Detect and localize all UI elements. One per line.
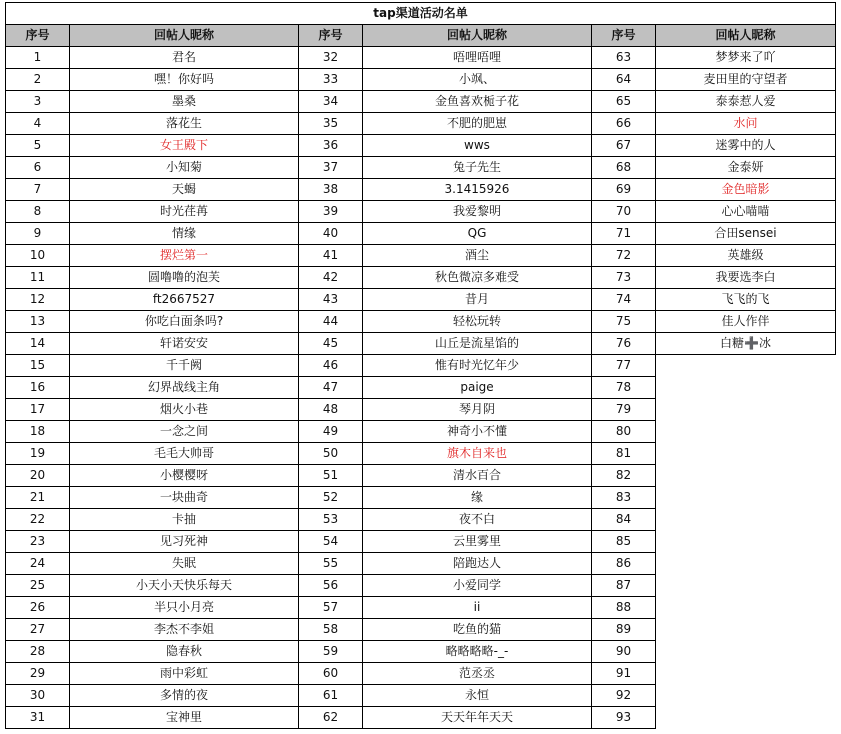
nickname-cell[interactable]	[656, 465, 836, 487]
row-number-cell[interactable]: 11	[6, 267, 70, 289]
nickname-cell[interactable]: 兔子先生	[363, 157, 592, 179]
table-body	[6, 47, 836, 729]
table-row	[6, 421, 836, 443]
nickname-cell[interactable]: 惟有时光忆年少	[363, 355, 592, 377]
nickname-cell[interactable]: 飞飞的飞	[656, 289, 836, 311]
row-number-cell[interactable]: 60	[299, 663, 363, 685]
nickname-cell[interactable]	[656, 597, 836, 619]
nickname-cell[interactable]: 昔月	[363, 289, 592, 311]
row-number-cell[interactable]: 56	[299, 575, 363, 597]
table-row	[6, 641, 836, 663]
table-row	[6, 201, 836, 223]
nickname-cell[interactable]: 我爱黎明	[363, 201, 592, 223]
nickname-cell[interactable]: 迷雾中的人	[656, 135, 836, 157]
nickname-cell[interactable]: 轻松玩转	[363, 311, 592, 333]
row-number-cell[interactable]: 39	[299, 201, 363, 223]
row-number-cell[interactable]: 61	[299, 685, 363, 707]
nickname-cell[interactable]: 一念之间	[70, 421, 299, 443]
nickname-cell[interactable]	[656, 619, 836, 641]
header-name-3[interactable]: 回帖人昵称	[656, 25, 836, 47]
row-number-cell[interactable]: 65	[592, 91, 656, 113]
row-number-cell[interactable]: 45	[299, 333, 363, 355]
nickname-cell[interactable]: 麦田里的守望者	[656, 69, 836, 91]
nickname-cell[interactable]: 陪跑达人	[363, 553, 592, 575]
row-number-cell[interactable]: 2	[6, 69, 70, 91]
row-number-cell[interactable]: 33	[299, 69, 363, 91]
nickname-cell[interactable]: 雨中彩虹	[70, 663, 299, 685]
row-number-cell[interactable]: 10	[6, 245, 70, 267]
nickname-cell[interactable]: 吃鱼的猫	[363, 619, 592, 641]
row-number-cell[interactable]: 71	[592, 223, 656, 245]
nickname-cell[interactable]	[656, 399, 836, 421]
nickname-cell[interactable]	[656, 355, 836, 377]
table-row	[6, 47, 836, 69]
table-row	[6, 223, 836, 245]
nickname-cell[interactable]: 白糖➕冰	[656, 333, 836, 355]
nickname-cell[interactable]: 酒尘	[363, 245, 592, 267]
row-number-cell[interactable]: 46	[299, 355, 363, 377]
table-row	[6, 487, 836, 509]
nickname-cell[interactable]: 水问	[656, 113, 836, 135]
row-number-cell[interactable]: 70	[592, 201, 656, 223]
row-number-cell[interactable]: 3	[6, 91, 70, 113]
nickname-cell[interactable]: 缘	[363, 487, 592, 509]
nickname-cell[interactable]: 你吃白面条吗?	[70, 311, 299, 333]
row-number-cell[interactable]: 30	[6, 685, 70, 707]
table-row	[6, 69, 836, 91]
nickname-cell[interactable]: 天天年年天天	[363, 707, 592, 729]
row-number-cell[interactable]: 67	[592, 135, 656, 157]
nickname-cell[interactable]: 墨桑	[70, 91, 299, 113]
nickname-cell[interactable]: 夜不白	[363, 509, 592, 531]
row-number-cell[interactable]: 29	[6, 663, 70, 685]
row-number-cell[interactable]: 55	[299, 553, 363, 575]
row-number-cell[interactable]: 18	[6, 421, 70, 443]
row-number-cell[interactable]: 81	[592, 443, 656, 465]
nickname-cell[interactable]: 金色暗影	[656, 179, 836, 201]
row-number-cell[interactable]: 35	[299, 113, 363, 135]
row-number-cell[interactable]: 68	[592, 157, 656, 179]
table-row	[6, 597, 836, 619]
nickname-cell[interactable]: 山丘是流星馅的	[363, 333, 592, 355]
nickname-cell[interactable]: paige	[363, 377, 592, 399]
table-row	[6, 465, 836, 487]
row-number-cell[interactable]: 51	[299, 465, 363, 487]
table-row	[6, 685, 836, 707]
row-number-cell[interactable]: 32	[299, 47, 363, 69]
nickname-cell[interactable]	[656, 663, 836, 685]
nickname-cell[interactable]	[656, 685, 836, 707]
row-number-cell[interactable]: 9	[6, 223, 70, 245]
nickname-cell[interactable]: 神奇小不懂	[363, 421, 592, 443]
table-row	[6, 289, 836, 311]
nickname-cell[interactable]	[656, 443, 836, 465]
nickname-cell[interactable]: 唔哩唔哩	[363, 47, 592, 69]
row-number-cell[interactable]: 90	[592, 641, 656, 663]
row-number-cell[interactable]: 77	[592, 355, 656, 377]
spreadsheet	[5, 2, 835, 729]
row-number-cell[interactable]: 64	[592, 69, 656, 91]
nickname-cell[interactable]: 琴月阴	[363, 399, 592, 421]
row-number-cell[interactable]: 31	[6, 707, 70, 729]
header-num-3[interactable]: 序号	[592, 25, 656, 47]
row-number-cell[interactable]: 50	[299, 443, 363, 465]
nickname-cell[interactable]	[656, 575, 836, 597]
nickname-cell[interactable]	[656, 421, 836, 443]
table-row	[6, 311, 836, 333]
row-number-cell[interactable]: 17	[6, 399, 70, 421]
row-number-cell[interactable]: 73	[592, 267, 656, 289]
nickname-cell[interactable]: 烟火小巷	[70, 399, 299, 421]
nickname-cell[interactable]: 梦梦来了吖	[656, 47, 836, 69]
row-number-cell[interactable]: 84	[592, 509, 656, 531]
row-number-cell[interactable]: 5	[6, 135, 70, 157]
row-number-cell[interactable]: 27	[6, 619, 70, 641]
nickname-cell[interactable]	[656, 531, 836, 553]
row-number-cell[interactable]: 25	[6, 575, 70, 597]
table-row	[6, 575, 836, 597]
header-num-1[interactable]: 序号	[6, 25, 70, 47]
nickname-cell[interactable]: wws	[363, 135, 592, 157]
row-number-cell[interactable]: 20	[6, 465, 70, 487]
row-number-cell[interactable]: 47	[299, 377, 363, 399]
row-number-cell[interactable]: 24	[6, 553, 70, 575]
row-number-cell[interactable]: 75	[592, 311, 656, 333]
table-row	[6, 707, 836, 729]
table-row	[6, 113, 836, 135]
row-number-cell[interactable]: 28	[6, 641, 70, 663]
nickname-cell[interactable]: 小飒、	[363, 69, 592, 91]
nickname-cell[interactable]: 幻界战线主角	[70, 377, 299, 399]
nickname-cell[interactable]: 李杰不李姐	[70, 619, 299, 641]
row-number-cell[interactable]: 62	[299, 707, 363, 729]
header-row	[6, 25, 836, 47]
table-row	[6, 443, 836, 465]
table-row	[6, 355, 836, 377]
nickname-cell[interactable]: 千千阙	[70, 355, 299, 377]
header-name-2[interactable]: 回帖人昵称	[363, 25, 592, 47]
row-number-cell[interactable]: 36	[299, 135, 363, 157]
nickname-cell[interactable]	[656, 377, 836, 399]
row-number-cell[interactable]: 34	[299, 91, 363, 113]
nickname-cell[interactable]: 毛毛大帅哥	[70, 443, 299, 465]
nickname-cell[interactable]: 秋色微凉多难受	[363, 267, 592, 289]
row-number-cell[interactable]: 87	[592, 575, 656, 597]
row-number-cell[interactable]: 12	[6, 289, 70, 311]
table-row	[6, 531, 836, 553]
nickname-cell[interactable]	[656, 509, 836, 531]
row-number-cell[interactable]: 82	[592, 465, 656, 487]
nickname-cell[interactable]: 宝神里	[70, 707, 299, 729]
row-number-cell[interactable]: 8	[6, 201, 70, 223]
nickname-cell[interactable]: 范丞丞	[363, 663, 592, 685]
nickname-cell[interactable]: 佳人作伴	[656, 311, 836, 333]
nickname-cell[interactable]	[656, 487, 836, 509]
nickname-cell[interactable]: 永恒	[363, 685, 592, 707]
row-number-cell[interactable]: 52	[299, 487, 363, 509]
nickname-cell[interactable]: 小知菊	[70, 157, 299, 179]
row-number-cell[interactable]: 74	[592, 289, 656, 311]
row-number-cell[interactable]: 83	[592, 487, 656, 509]
row-number-cell[interactable]: 19	[6, 443, 70, 465]
nickname-cell[interactable]: 女王殿下	[70, 135, 299, 157]
row-number-cell[interactable]: 16	[6, 377, 70, 399]
row-number-cell[interactable]: 13	[6, 311, 70, 333]
row-number-cell[interactable]: 1	[6, 47, 70, 69]
row-number-cell[interactable]: 48	[299, 399, 363, 421]
nickname-cell[interactable]	[656, 707, 836, 729]
row-number-cell[interactable]: 88	[592, 597, 656, 619]
nickname-cell[interactable]: 略略略略-_-	[363, 641, 592, 663]
row-number-cell[interactable]: 42	[299, 267, 363, 289]
nickname-cell[interactable]: 不肥的肥崽	[363, 113, 592, 135]
row-number-cell[interactable]: 58	[299, 619, 363, 641]
nickname-cell[interactable]: 失眠	[70, 553, 299, 575]
nickname-cell[interactable]: 小樱樱呀	[70, 465, 299, 487]
table-row	[6, 663, 836, 685]
table-row	[6, 245, 836, 267]
nickname-cell[interactable]: 心心喵喵	[656, 201, 836, 223]
table-row	[6, 157, 836, 179]
row-number-cell[interactable]: 59	[299, 641, 363, 663]
row-number-cell[interactable]: 54	[299, 531, 363, 553]
row-number-cell[interactable]: 7	[6, 179, 70, 201]
table-row	[6, 619, 836, 641]
nickname-cell[interactable]: 金泰妍	[656, 157, 836, 179]
row-number-cell[interactable]: 93	[592, 707, 656, 729]
nickname-cell[interactable]: ft2667527	[70, 289, 299, 311]
header-name-1[interactable]: 回帖人昵称	[70, 25, 299, 47]
row-number-cell[interactable]: 89	[592, 619, 656, 641]
row-number-cell[interactable]: 40	[299, 223, 363, 245]
nickname-cell[interactable]: 圆噜噜的泡芙	[70, 267, 299, 289]
row-number-cell[interactable]: 76	[592, 333, 656, 355]
row-number-cell[interactable]: 63	[592, 47, 656, 69]
nickname-cell[interactable]: 金鱼喜欢栀子花	[363, 91, 592, 113]
row-number-cell[interactable]: 21	[6, 487, 70, 509]
nickname-cell[interactable]: 旗木自来也	[363, 443, 592, 465]
sheet-title[interactable]: tap渠道活动名单	[6, 3, 836, 25]
table-row	[6, 91, 836, 113]
row-number-cell[interactable]: 43	[299, 289, 363, 311]
row-number-cell[interactable]: 86	[592, 553, 656, 575]
table-row	[6, 399, 836, 421]
nickname-cell[interactable]: 3.1415926	[363, 179, 592, 201]
nickname-cell[interactable]: 时光荏苒	[70, 201, 299, 223]
row-number-cell[interactable]: 15	[6, 355, 70, 377]
nickname-cell[interactable]: 天蝎	[70, 179, 299, 201]
nickname-cell[interactable]: 卡抽	[70, 509, 299, 531]
table-row	[6, 377, 836, 399]
nickname-cell[interactable]: 合田sensei	[656, 223, 836, 245]
row-number-cell[interactable]: 57	[299, 597, 363, 619]
row-number-cell[interactable]: 14	[6, 333, 70, 355]
row-number-cell[interactable]: 4	[6, 113, 70, 135]
row-number-cell[interactable]: 53	[299, 509, 363, 531]
nickname-cell[interactable]: 见习死神	[70, 531, 299, 553]
table-row	[6, 135, 836, 157]
table-row	[6, 509, 836, 531]
row-number-cell[interactable]: 44	[299, 311, 363, 333]
nickname-cell[interactable]: 摆烂第一	[70, 245, 299, 267]
nickname-cell[interactable]: 我要选李白	[656, 267, 836, 289]
nickname-cell[interactable]: 隐春秋	[70, 641, 299, 663]
row-number-cell[interactable]: 23	[6, 531, 70, 553]
table-row	[6, 553, 836, 575]
nickname-cell[interactable]: 落花生	[70, 113, 299, 135]
nickname-cell[interactable]: 泰泰惹人爱	[656, 91, 836, 113]
row-number-cell[interactable]: 72	[592, 245, 656, 267]
nickname-cell[interactable]: 云里雾里	[363, 531, 592, 553]
participant-table	[5, 2, 836, 729]
nickname-cell[interactable]: 轩诺安安	[70, 333, 299, 355]
nickname-cell[interactable]	[656, 553, 836, 575]
row-number-cell[interactable]: 80	[592, 421, 656, 443]
table-row	[6, 267, 836, 289]
nickname-cell[interactable]: 多情的夜	[70, 685, 299, 707]
row-number-cell[interactable]: 79	[592, 399, 656, 421]
table-row	[6, 179, 836, 201]
nickname-cell[interactable]: 英雄级	[656, 245, 836, 267]
row-number-cell[interactable]: 22	[6, 509, 70, 531]
nickname-cell[interactable]: 情缘	[70, 223, 299, 245]
nickname-cell[interactable]: 半只小月亮	[70, 597, 299, 619]
row-number-cell[interactable]: 6	[6, 157, 70, 179]
nickname-cell[interactable]	[656, 641, 836, 663]
row-number-cell[interactable]: 85	[592, 531, 656, 553]
nickname-cell[interactable]: 嘿！你好吗	[70, 69, 299, 91]
row-number-cell[interactable]: 78	[592, 377, 656, 399]
row-number-cell[interactable]: 49	[299, 421, 363, 443]
row-number-cell[interactable]: 26	[6, 597, 70, 619]
row-number-cell[interactable]: 69	[592, 179, 656, 201]
row-number-cell[interactable]: 92	[592, 685, 656, 707]
nickname-cell[interactable]: QG	[363, 223, 592, 245]
table-row	[6, 333, 836, 355]
row-number-cell[interactable]: 91	[592, 663, 656, 685]
nickname-cell[interactable]: ii	[363, 597, 592, 619]
header-num-2[interactable]: 序号	[299, 25, 363, 47]
nickname-cell[interactable]: 小天小天快乐每天	[70, 575, 299, 597]
row-number-cell[interactable]: 38	[299, 179, 363, 201]
row-number-cell[interactable]: 66	[592, 113, 656, 135]
nickname-cell[interactable]: 小爱同学	[363, 575, 592, 597]
nickname-cell[interactable]: 清水百合	[363, 465, 592, 487]
nickname-cell[interactable]: 一块曲奇	[70, 487, 299, 509]
row-number-cell[interactable]: 37	[299, 157, 363, 179]
nickname-cell[interactable]: 君名	[70, 47, 299, 69]
row-number-cell[interactable]: 41	[299, 245, 363, 267]
